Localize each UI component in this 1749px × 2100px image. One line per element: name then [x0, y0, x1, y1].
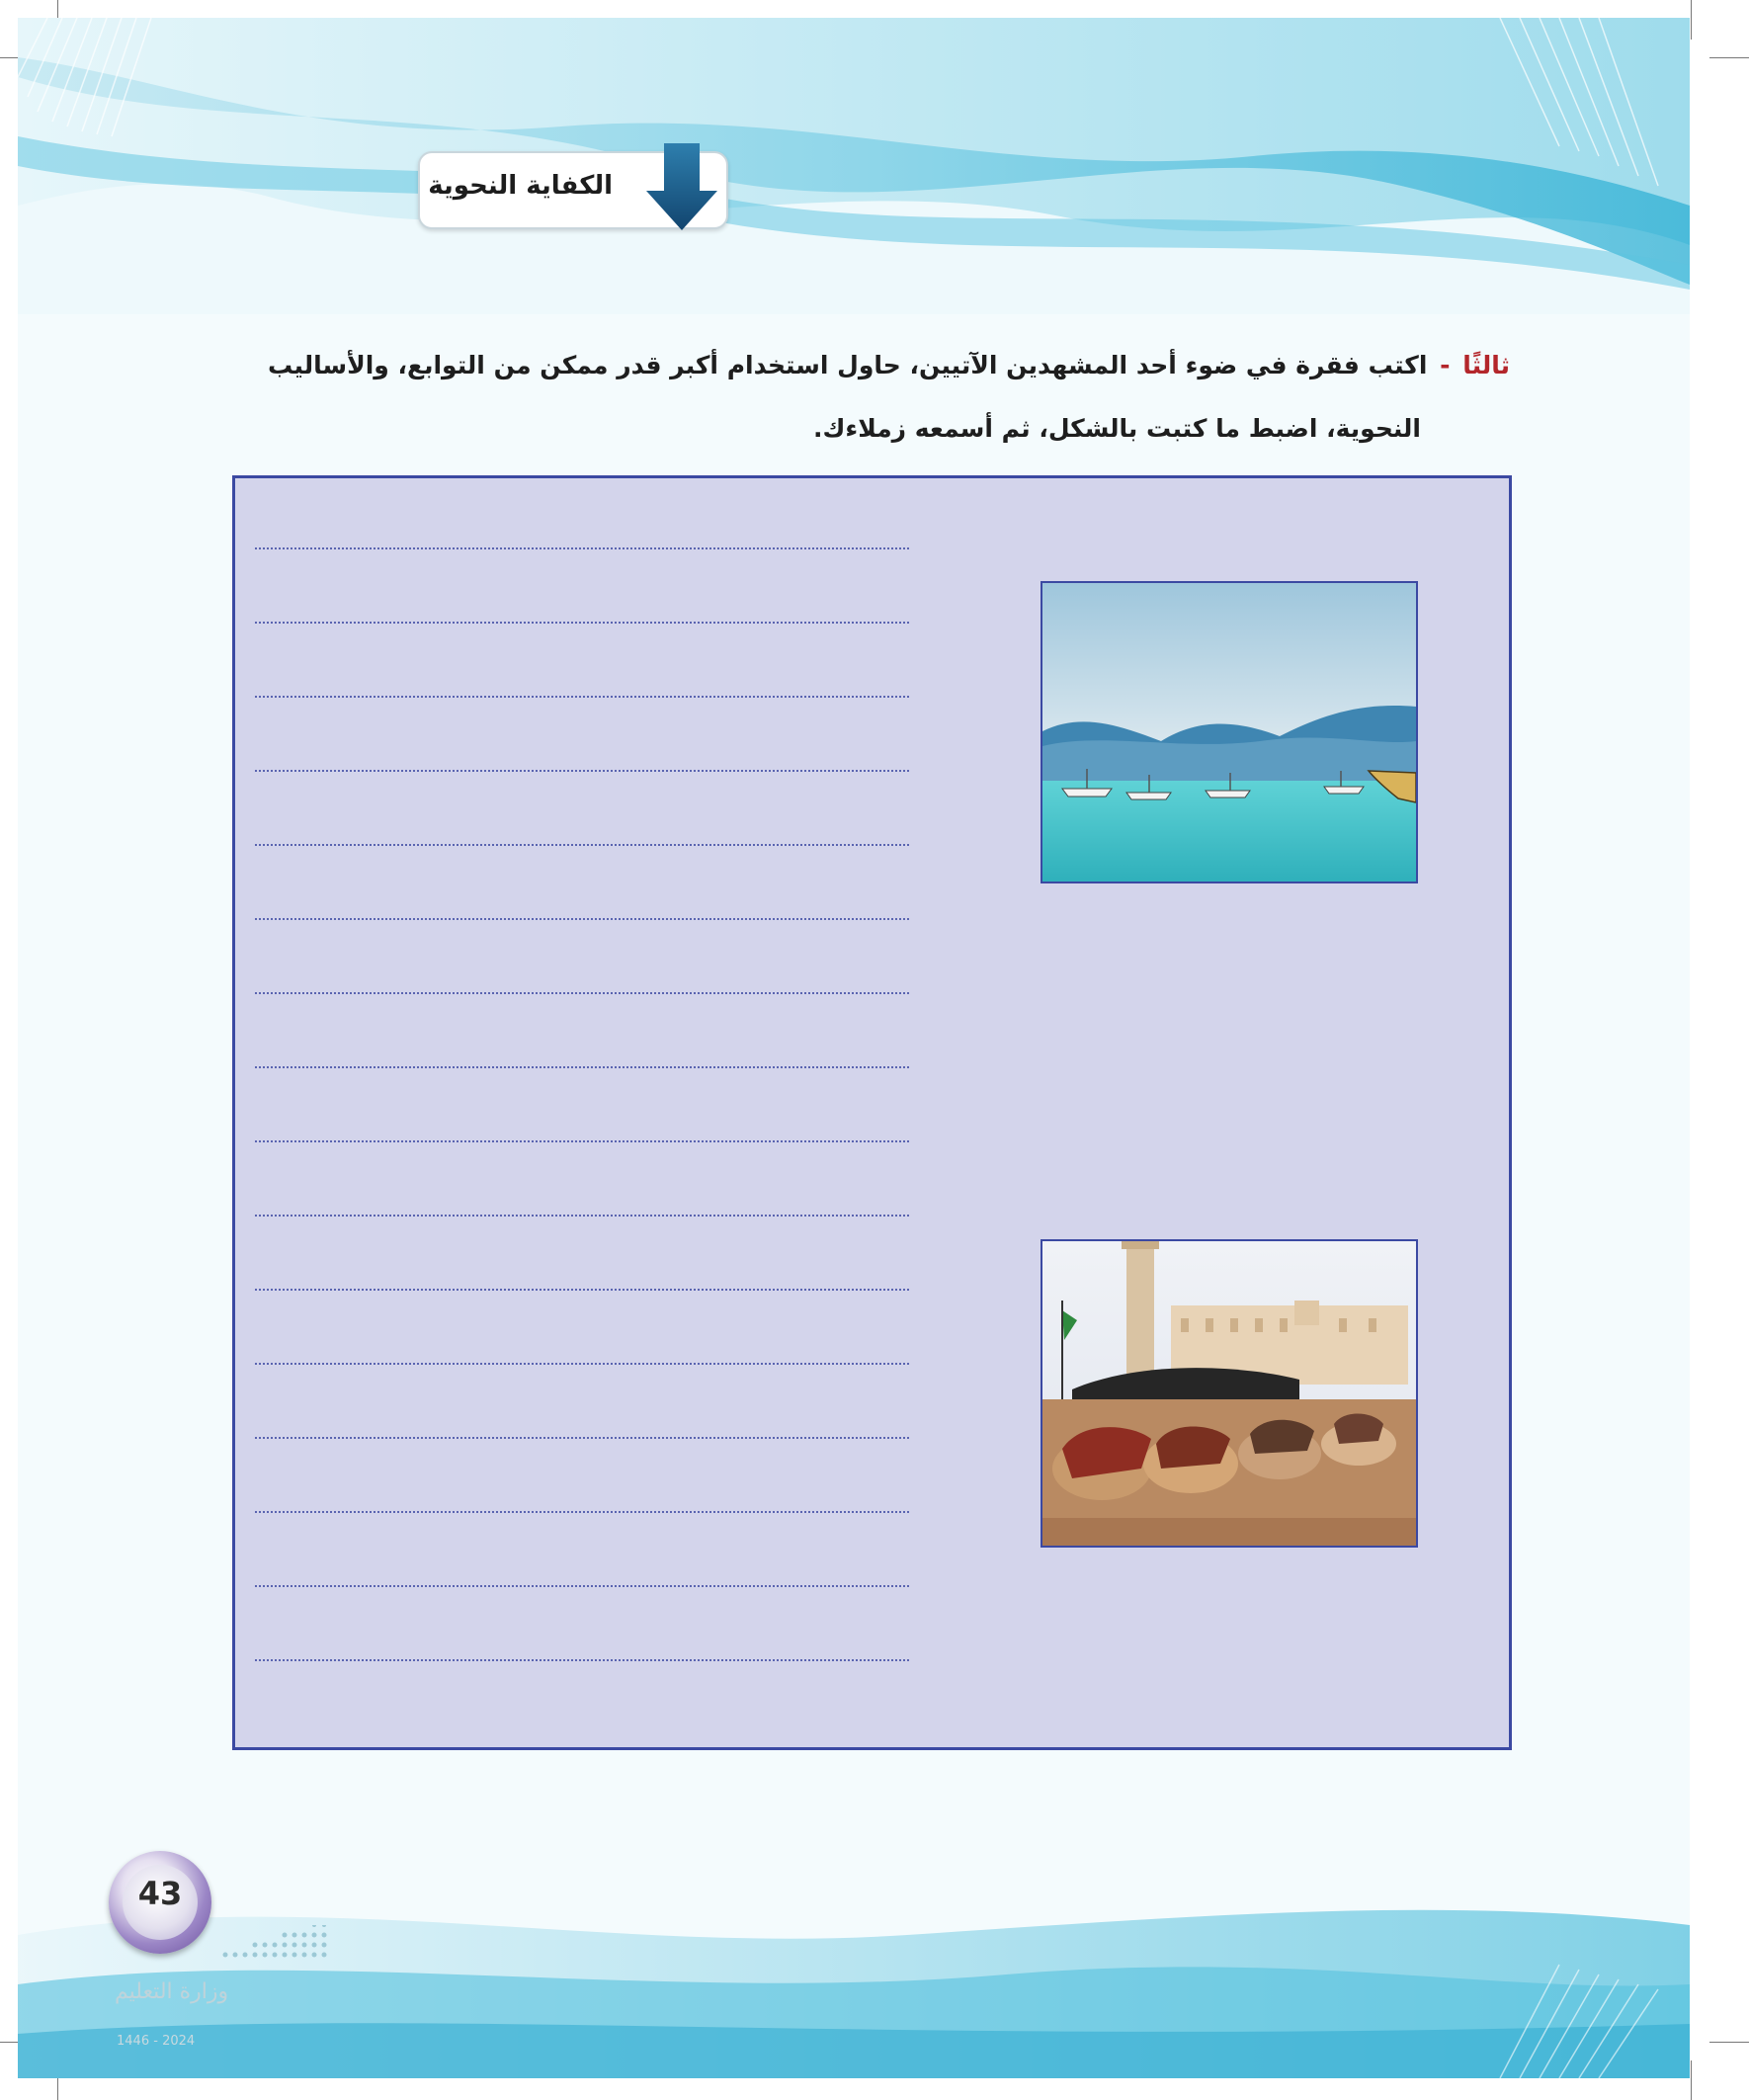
- writing-line[interactable]: [255, 1289, 909, 1291]
- section-title: الكفاية النحوية: [428, 171, 613, 201]
- writing-line[interactable]: [255, 1140, 909, 1142]
- crop-mark: [1691, 2060, 1692, 2100]
- writing-line[interactable]: [255, 1511, 909, 1513]
- instruction-line-2: النحوية، اضبط ما كتبت بالشكل، ثم أسمعه زملاءك.: [813, 414, 1421, 443]
- writing-line[interactable]: [255, 770, 909, 772]
- writing-line[interactable]: [255, 1215, 909, 1217]
- section-title-tab: [418, 151, 728, 229]
- writing-line[interactable]: [255, 1437, 909, 1439]
- crop-mark: [1709, 2042, 1749, 2043]
- header-wave-decoration: [18, 18, 1690, 314]
- writing-line[interactable]: [255, 918, 909, 920]
- page-number-badge: [109, 1851, 211, 1954]
- instruction-paragraph: [225, 334, 1510, 461]
- ministry-watermark: وزارة التعليم: [115, 1979, 229, 2004]
- camels-photo: [1041, 1239, 1418, 1548]
- footer-wave-decoration: [18, 1876, 1690, 2078]
- seascape-photo: [1041, 581, 1418, 883]
- crop-mark: [1691, 0, 1692, 40]
- writing-line[interactable]: [255, 622, 909, 624]
- writing-line[interactable]: [255, 1363, 909, 1365]
- writing-line[interactable]: [255, 992, 909, 994]
- instruction-label: ثالثًا: [1462, 351, 1510, 379]
- writing-line[interactable]: [255, 1585, 909, 1587]
- writing-exercise-box: [232, 475, 1512, 1750]
- page-number: 43: [137, 1875, 183, 1912]
- arrow-down-icon: [642, 143, 721, 232]
- instruction-dash: -: [1440, 351, 1451, 379]
- instruction-line-1: اكتب فقرة في ضوء أحد المشهدين الآتيين، حاول استخدام أكبر قدر ممكن من التوابع، والأساليب: [268, 351, 1428, 379]
- writing-line[interactable]: [255, 547, 909, 549]
- dots-decoration: [220, 1925, 339, 1965]
- writing-line[interactable]: [255, 696, 909, 698]
- year-watermark: 2024 - 1446: [117, 2034, 196, 2049]
- writing-line[interactable]: [255, 1066, 909, 1068]
- writing-line[interactable]: [255, 1659, 909, 1661]
- crop-mark: [1709, 57, 1749, 58]
- writing-line[interactable]: [255, 844, 909, 846]
- page: [18, 18, 1690, 2078]
